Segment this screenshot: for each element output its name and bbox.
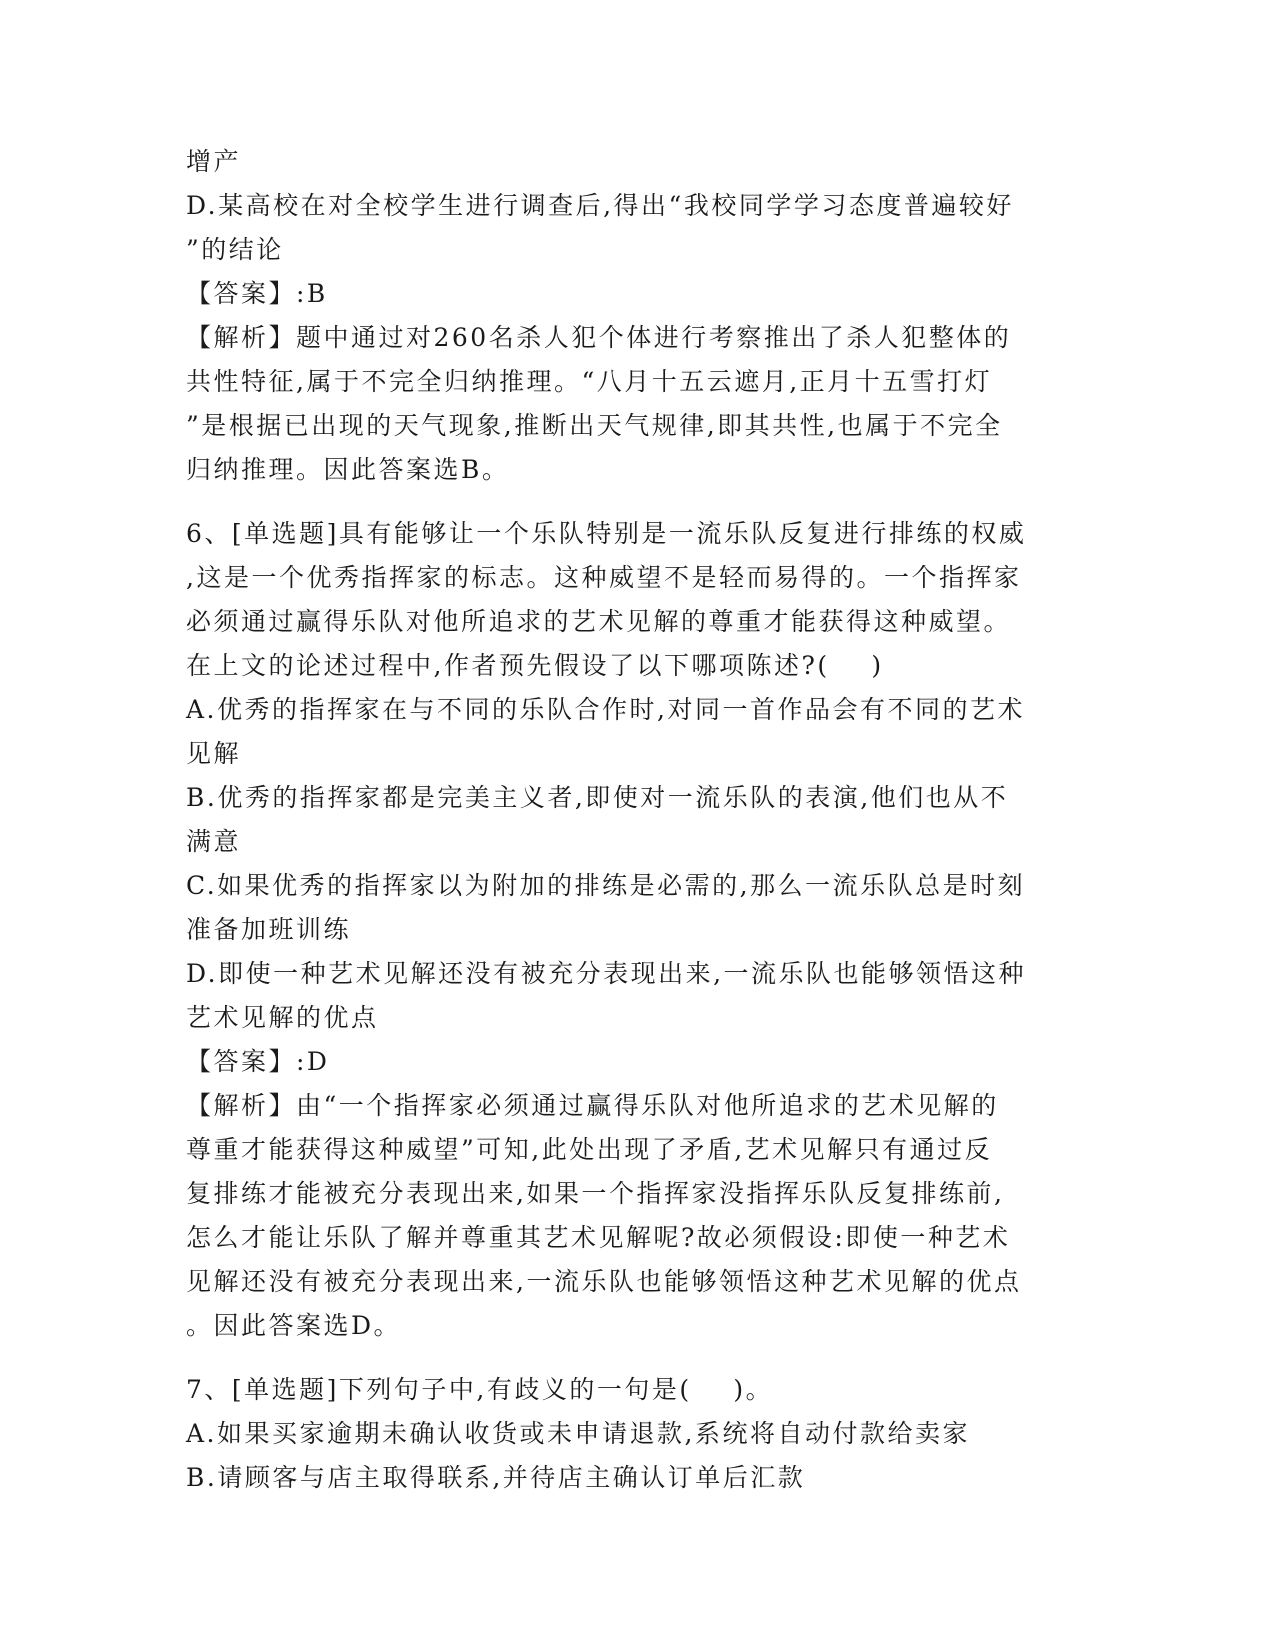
text-line: 增产 (186, 147, 242, 176)
analysis-text: ”是根据已出现的天气现象,推断出天气规律,即其共性,也属于不完全 (186, 411, 1003, 440)
paragraph-gap (186, 1348, 1046, 1368)
analysis-text: 【解析】题中通过对260名杀人犯个体进行考察推出了杀人犯整体的 (186, 323, 1012, 352)
analysis-text: 【解析】由“一个指挥家必须通过赢得乐队对他所追求的艺术见解的 (186, 1091, 999, 1120)
option-a-text: A.优秀的指挥家在与不同的乐队合作时,对同一首作品会有不同的艺术 (186, 695, 1025, 724)
option-a-text: A.如果买家逾期未确认收货或未申请退款,系统将自动付款给卖家 (186, 1419, 970, 1448)
question-6-prompt: 在上文的论述过程中,作者预先假设了以下哪项陈述?( ) (186, 651, 884, 680)
option-a-text: 见解 (186, 739, 242, 768)
question-7-text: 7、[单选题]下列句子中,有歧义的一句是( )。 (186, 1375, 774, 1404)
option-d-text: 艺术见解的优点 (186, 1003, 379, 1032)
option-b-text: B.优秀的指挥家都是完美主义者,即使对一流乐队的表演,他们也从不 (186, 783, 1009, 812)
analysis-text: 尊重才能获得这种威望”可知,此处出现了矛盾,艺术见解只有通过反 (186, 1135, 993, 1164)
question-6-text: 必须通过赢得乐队对他所追求的艺术见解的尊重才能获得这种威望。 (186, 607, 1012, 636)
paragraph-gap (186, 492, 1046, 512)
answer-label: 【答案】:B (186, 279, 328, 308)
option-d-text: D.某高校在对全校学生进行调查后,得出“我校同学学习态度普遍较好 (186, 191, 1014, 220)
analysis-text: 共性特征,属于不完全归纳推理。“八月十五云遮月,正月十五雪打灯 (186, 367, 993, 396)
option-d-text: D.即使一种艺术见解还没有被充分表现出来,一流乐队也能够领悟这种 (186, 959, 1027, 988)
analysis-text: 。因此答案选D。 (186, 1311, 402, 1340)
option-c-text: 准备加班训练 (186, 915, 352, 944)
analysis-text: 复排练才能被充分表现出来,如果一个指挥家没指挥乐队反复排练前, (186, 1179, 1005, 1208)
option-b-text: B.请顾客与店主取得联系,并待店主确认订单后汇款 (186, 1463, 806, 1492)
option-c-text: C.如果优秀的指挥家以为附加的排练是必需的,那么一流乐队总是时刻 (186, 871, 1026, 900)
question-6-text: 6、[单选题]具有能够让一个乐队特别是一流乐队反复进行排练的权威 (186, 519, 1027, 548)
question-6-text: ,这是一个优秀指挥家的标志。这种威望不是轻而易得的。一个指挥家 (186, 563, 1022, 592)
text-line: ”的结论 (186, 235, 284, 264)
analysis-text: 见解还没有被充分表现出来,一流乐队也能够领悟这种艺术见解的优点 (186, 1267, 1022, 1296)
analysis-text: 归纳推理。因此答案选B。 (186, 455, 510, 484)
document-body (186, 140, 1046, 1500)
option-b-text: 满意 (186, 827, 242, 856)
analysis-text: 怎么才能让乐队了解并尊重其艺术见解呢?故必须假设:即使一种艺术 (186, 1223, 1011, 1252)
answer-label: 【答案】:D (186, 1047, 330, 1076)
